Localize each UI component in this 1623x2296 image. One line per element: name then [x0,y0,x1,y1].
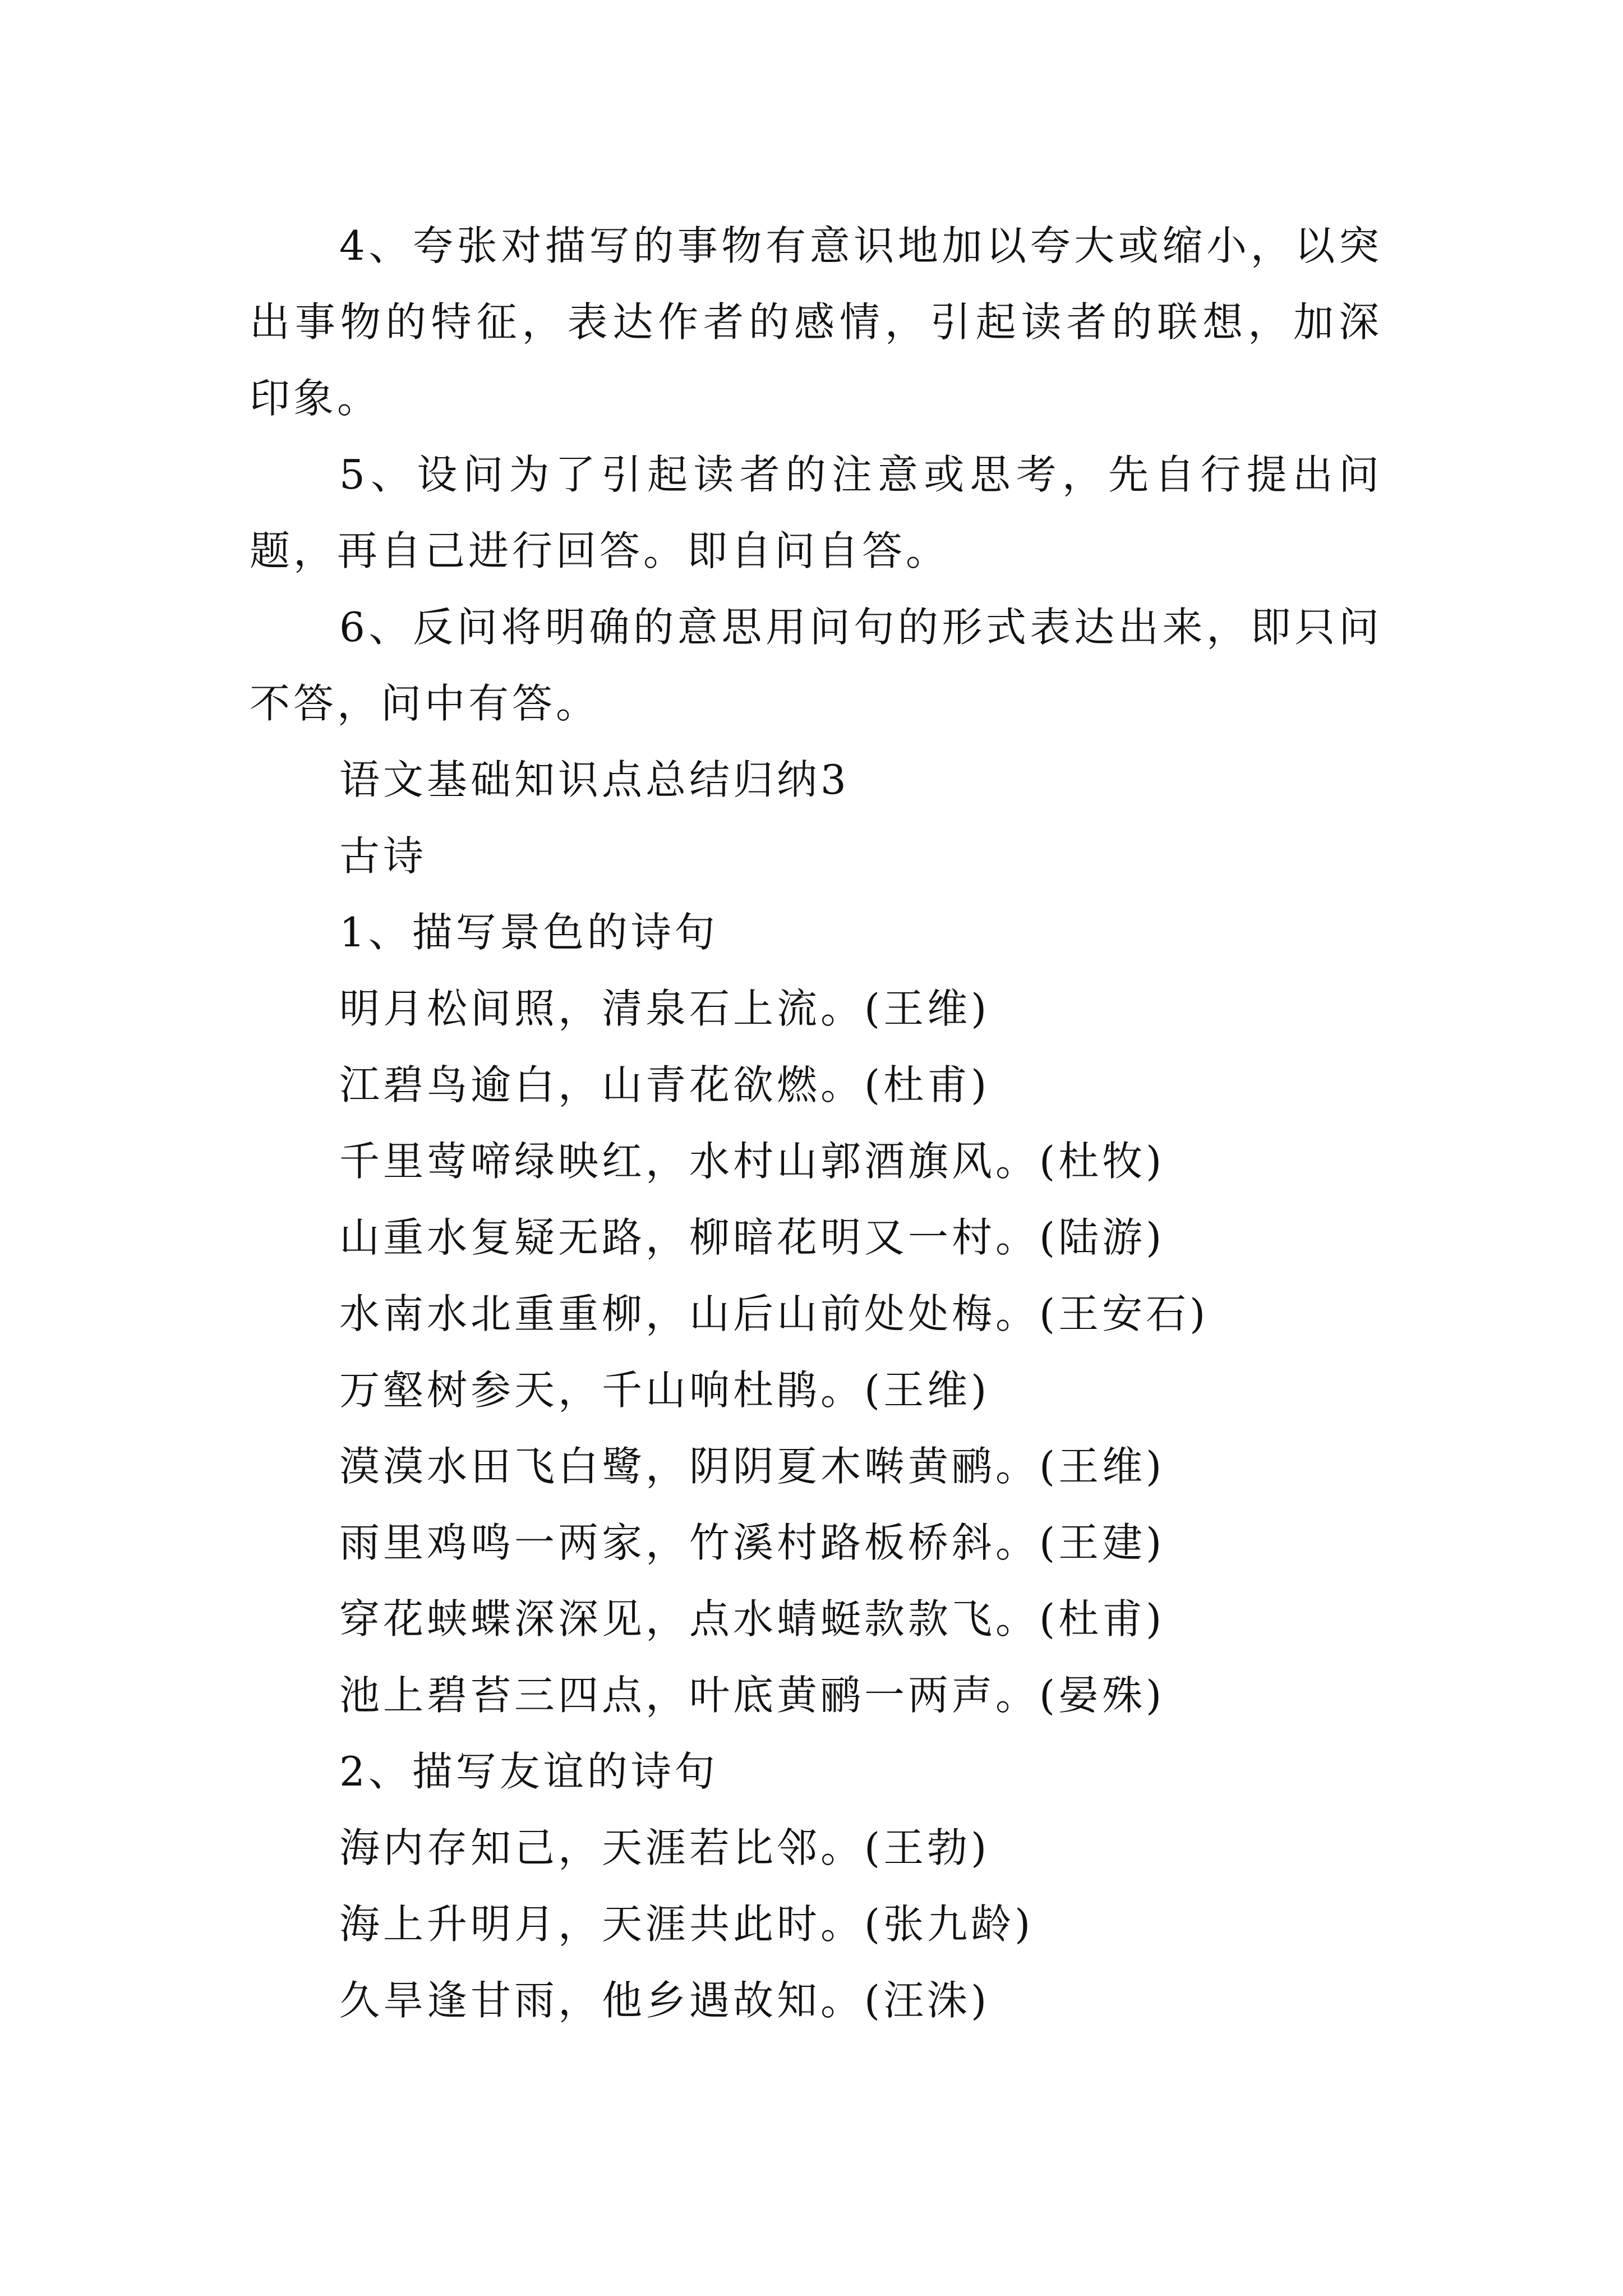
category-heading-friendship: 2、描写友谊的诗句 [339,1748,718,1795]
section-heading: 语文基础知识点总结归纳3 [339,756,850,803]
poem-line: 雨里鸡鸣一两家，竹溪村路板桥斜。(王建) [339,1519,1165,1566]
document-body [250,208,1382,2039]
poem-line: 漠漠水田飞白鹭，阴阴夏木啭黄鹂。(王维) [339,1443,1165,1490]
poem-line: 万壑树参天，千山响杜鹃。(王维) [339,1366,990,1414]
poem-line: 山重水复疑无路，柳暗花明又一村。(陆游) [339,1214,1165,1261]
paragraph-hyperbole: 4、夸张对描写的事物有意识地加以夸大或缩小，以突出事物的特征，表达作者的感情，引起读者的联想，加深印象。 [250,222,1382,422]
category-heading-scenery: 1、描写景色的诗句 [339,909,718,956]
poem-line: 海内存知己，天涯若比邻。(王勃) [339,1824,990,1871]
subsection-heading: 古诗 [339,832,427,880]
poem-line: 江碧鸟逾白，山青花欲燃。(杜甫) [339,1061,990,1108]
poem-line: 海上升明月，天涯共此时。(张九龄) [339,1901,1034,1948]
poem-line: 穿花蛱蝶深深见，点水蜻蜓款款飞。(杜甫) [339,1595,1165,1642]
poem-line: 久旱逢甘雨，他乡遇故知。(汪洙) [339,1977,990,2024]
paragraph-rhetorical-ask: 6、反问将明确的意思用问句的形式表达出来，即只问不答，问中有答。 [250,604,1382,727]
poem-line: 明月松间照，清泉石上流。(王维) [339,985,990,1032]
poem-line: 千里莺啼绿映红，水村山郭酒旗风。(杜牧) [339,1138,1165,1185]
paragraph-rhetorical-question: 5、设问为了引起读者的注意或思考，先自行提出问题，再自己进行回答。即自问自答。 [250,451,1382,574]
poem-line: 水南水北重重柳，山后山前处处梅。(王安石) [339,1290,1209,1337]
poem-line: 池上碧苔三四点，叶底黄鹂一两声。(晏殊) [339,1672,1165,1719]
